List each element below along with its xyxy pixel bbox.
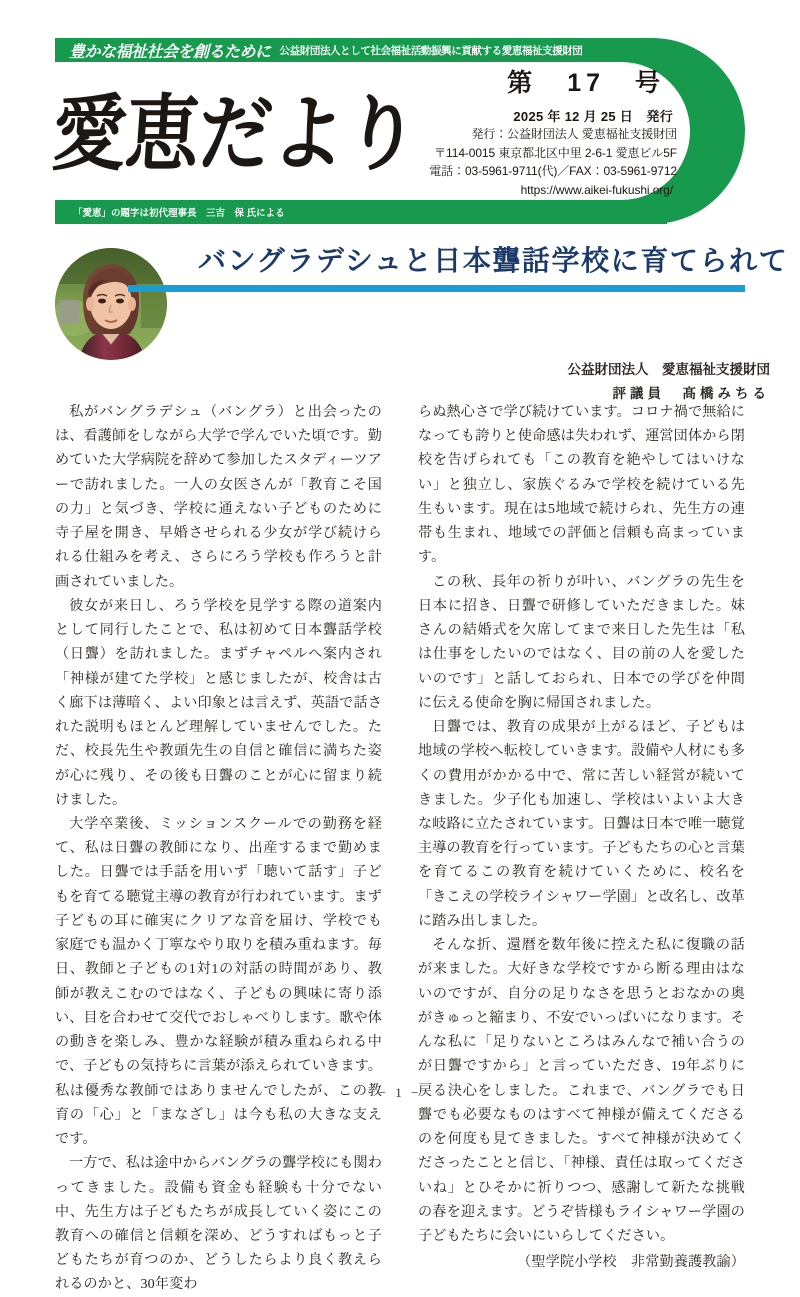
publication-logo: 愛恵だより (49, 89, 421, 182)
issue-info-block (415, 68, 677, 200)
article-body-columns (55, 400, 745, 1297)
website-url[interactable]: https://www.aikei-fukushi.org/ (520, 183, 673, 198)
paragraph: そんな折、還暦を数年後に控えた私に復職の話が来ました。大好きな学校ですから断る理由はないのですが、自分の足りなさを思うとおなかの奥がきゅっと縮まり、不安でいっぱいになります。そんな私に「足りないところはみんなで補い合うのが日聾ですから」と言っていただき、19年ぶりに戻る決心をしました。これまで、バングラでも日聾でも必要なものはすべて神様が備えてくださるのを何度も見てきました。すべて神様が決めてくださったことと信じ、「神様、責任は取ってくださいね」とひそかに祈りつつ、感謝して新たな挑戦の春を迎えます。どうぞ皆様もライシャワー学園の子どもたちに会いにいらしてください。 (418, 937, 745, 1244)
tagline-main-text: 豊かな福祉社会を創るために (69, 44, 271, 61)
tagline-sub-text: 公益財団法人として社会福祉活動振興に貢献する愛恵福祉支援財団 (279, 45, 583, 57)
contact-line: 電話：03-5961-9711(代)／FAX：03-5961-9712 (429, 164, 677, 179)
publisher-line: 発行：公益財団法人 愛恵福祉支援財団 (471, 127, 677, 142)
paragraph: 日聾では、教育の成果が上がるほど、子どもは地域の学校へ転校していきます。設備や人材にも多くの費用がかかる中で、常に苦しい経営が続いてきました。少子化も加速し、学校はいよいよ大きな岐路に立たされています。日聾は日本で唯一聴覚主導の教育を行っています。子どもたちの心と言葉を育てるこの教育を続けていくために、校名を「きこえの学校ライシャワー学園」と改名し、改革に踏み出しました。 (418, 719, 745, 929)
article-header (55, 242, 789, 362)
page-number: − 1 − (378, 1085, 422, 1100)
article-title: バングラデシュと日本聾話学校に育てられて (198, 246, 789, 277)
paragraph: 一方で、私は途中からバングラの聾学校にも関わってきました。設備も資金も経験も十分でない中、先生方は子どもたちが成長していく姿にこの教育への確信と信頼を深め、どうすればもっと子どもたちが育つのか、どうしたらより良く教えられるのかと、30年変わ (55, 1155, 382, 1293)
paragraph: らぬ熱心さで学び続けています。コロナ禍で無給になっても誇りと使命感は失われず、運営団体から閉校を告げられても「この教育を絶やしてはいけない」と独立し、家族ぐるみで学校を続けている先生もいます。現在は5地域で続けられ、先生方の連帯も生まれ、地域での評価と信頼も高まっています。 (418, 404, 745, 566)
body-column-left (55, 400, 382, 1297)
address-line: 〒114-0015 東京都北区中里 2-6-1 愛恵ビル5F (434, 145, 677, 160)
author-portrait-photo (55, 248, 167, 360)
calligraphy-credit: 「愛恵」の題字は初代理事長 三吉 保 氏による (73, 208, 285, 219)
masthead-tagline (69, 39, 583, 62)
paragraph: 大学卒業後、ミッションスクールでの勤務を経て、私は日聾の教師になり、出産するまで勤めました。日聾では手話を用いず「聴いて話す」子どもを育てる聴覚主導の教育が行われています。まず子どもの耳に確実にクリアな音を届け、学校でも家庭でも温かく丁寧なやり取りを積み重ねます。毎日、教師と子どもの1対1の対話の時間があり、教師が教えこむのではなく、子どもの興味に寄り添い、目を合わせて交代でおしゃべりします。歌や体の動きを楽しみ、豊かな経験が積み重ねられる中で、子どもの気持ちに言葉が添えられていきます。私は優秀な教師ではありませんでしたが、この教育の「心」と「まなざし」は今も私の大きな支えです。 (55, 815, 382, 1148)
publication-date: 2025 年 12 月 25 日 発行 (513, 109, 673, 125)
paragraph: この秋、長年の祈りが叶い、バングラの先生を日本に招き、日聾で研修していただきました。妹さんの結婚式を欠席してまで来日した先生は「私は仕事をしたいのではなく、目の前の人を愛したいのです」と話しておられ、日本での学びを仲間に伝える使命を胸に帰国されました。 (418, 573, 745, 711)
body-column-right (418, 400, 745, 1297)
byline-author-name: 評議員 髙橋みちる (612, 385, 770, 401)
byline (568, 358, 771, 405)
title-underline-rule (128, 285, 745, 292)
masthead (49, 38, 745, 224)
byline-organization: 公益財団法人 愛恵福祉支援財団 (567, 362, 770, 377)
author-affiliation-closing: （聖学院小学校 非常勤養護教諭） (517, 1254, 745, 1271)
paragraph: 私がバングラデシュ（バングラ）と出会ったのは、看護師をしながら大学で学んでいた頃です。勤めていた大学病院を辞めて参加したスタディーツアーで訪れました。一人の女医さんが「教育こそ国の力」と気づき、学校に通えない子どものために寺子屋を開き、早婚させられる少女が学び続けられる仕組みを考え、さらにろう学校も作ろうと計画されていました。 (55, 404, 382, 590)
paragraph: 彼女が来日し、ろう学校を見学する際の道案内として同行したことで、私は初めて日本聾話学校（日聾）を訪れました。まずチャペルへ案内され「神様が建てた学校」と感じましたが、校舎は古く廊下は薄暗く、よい印象とは言えず、英語で話された説明もほとんど理解していませんでした。ただ、校長先生や教頭先生の自信と確信に満ちた姿が心に残り、その後も日聾のことが心に留まり続けました。 (55, 597, 382, 808)
issue-number: 第 17 号 (507, 69, 665, 97)
